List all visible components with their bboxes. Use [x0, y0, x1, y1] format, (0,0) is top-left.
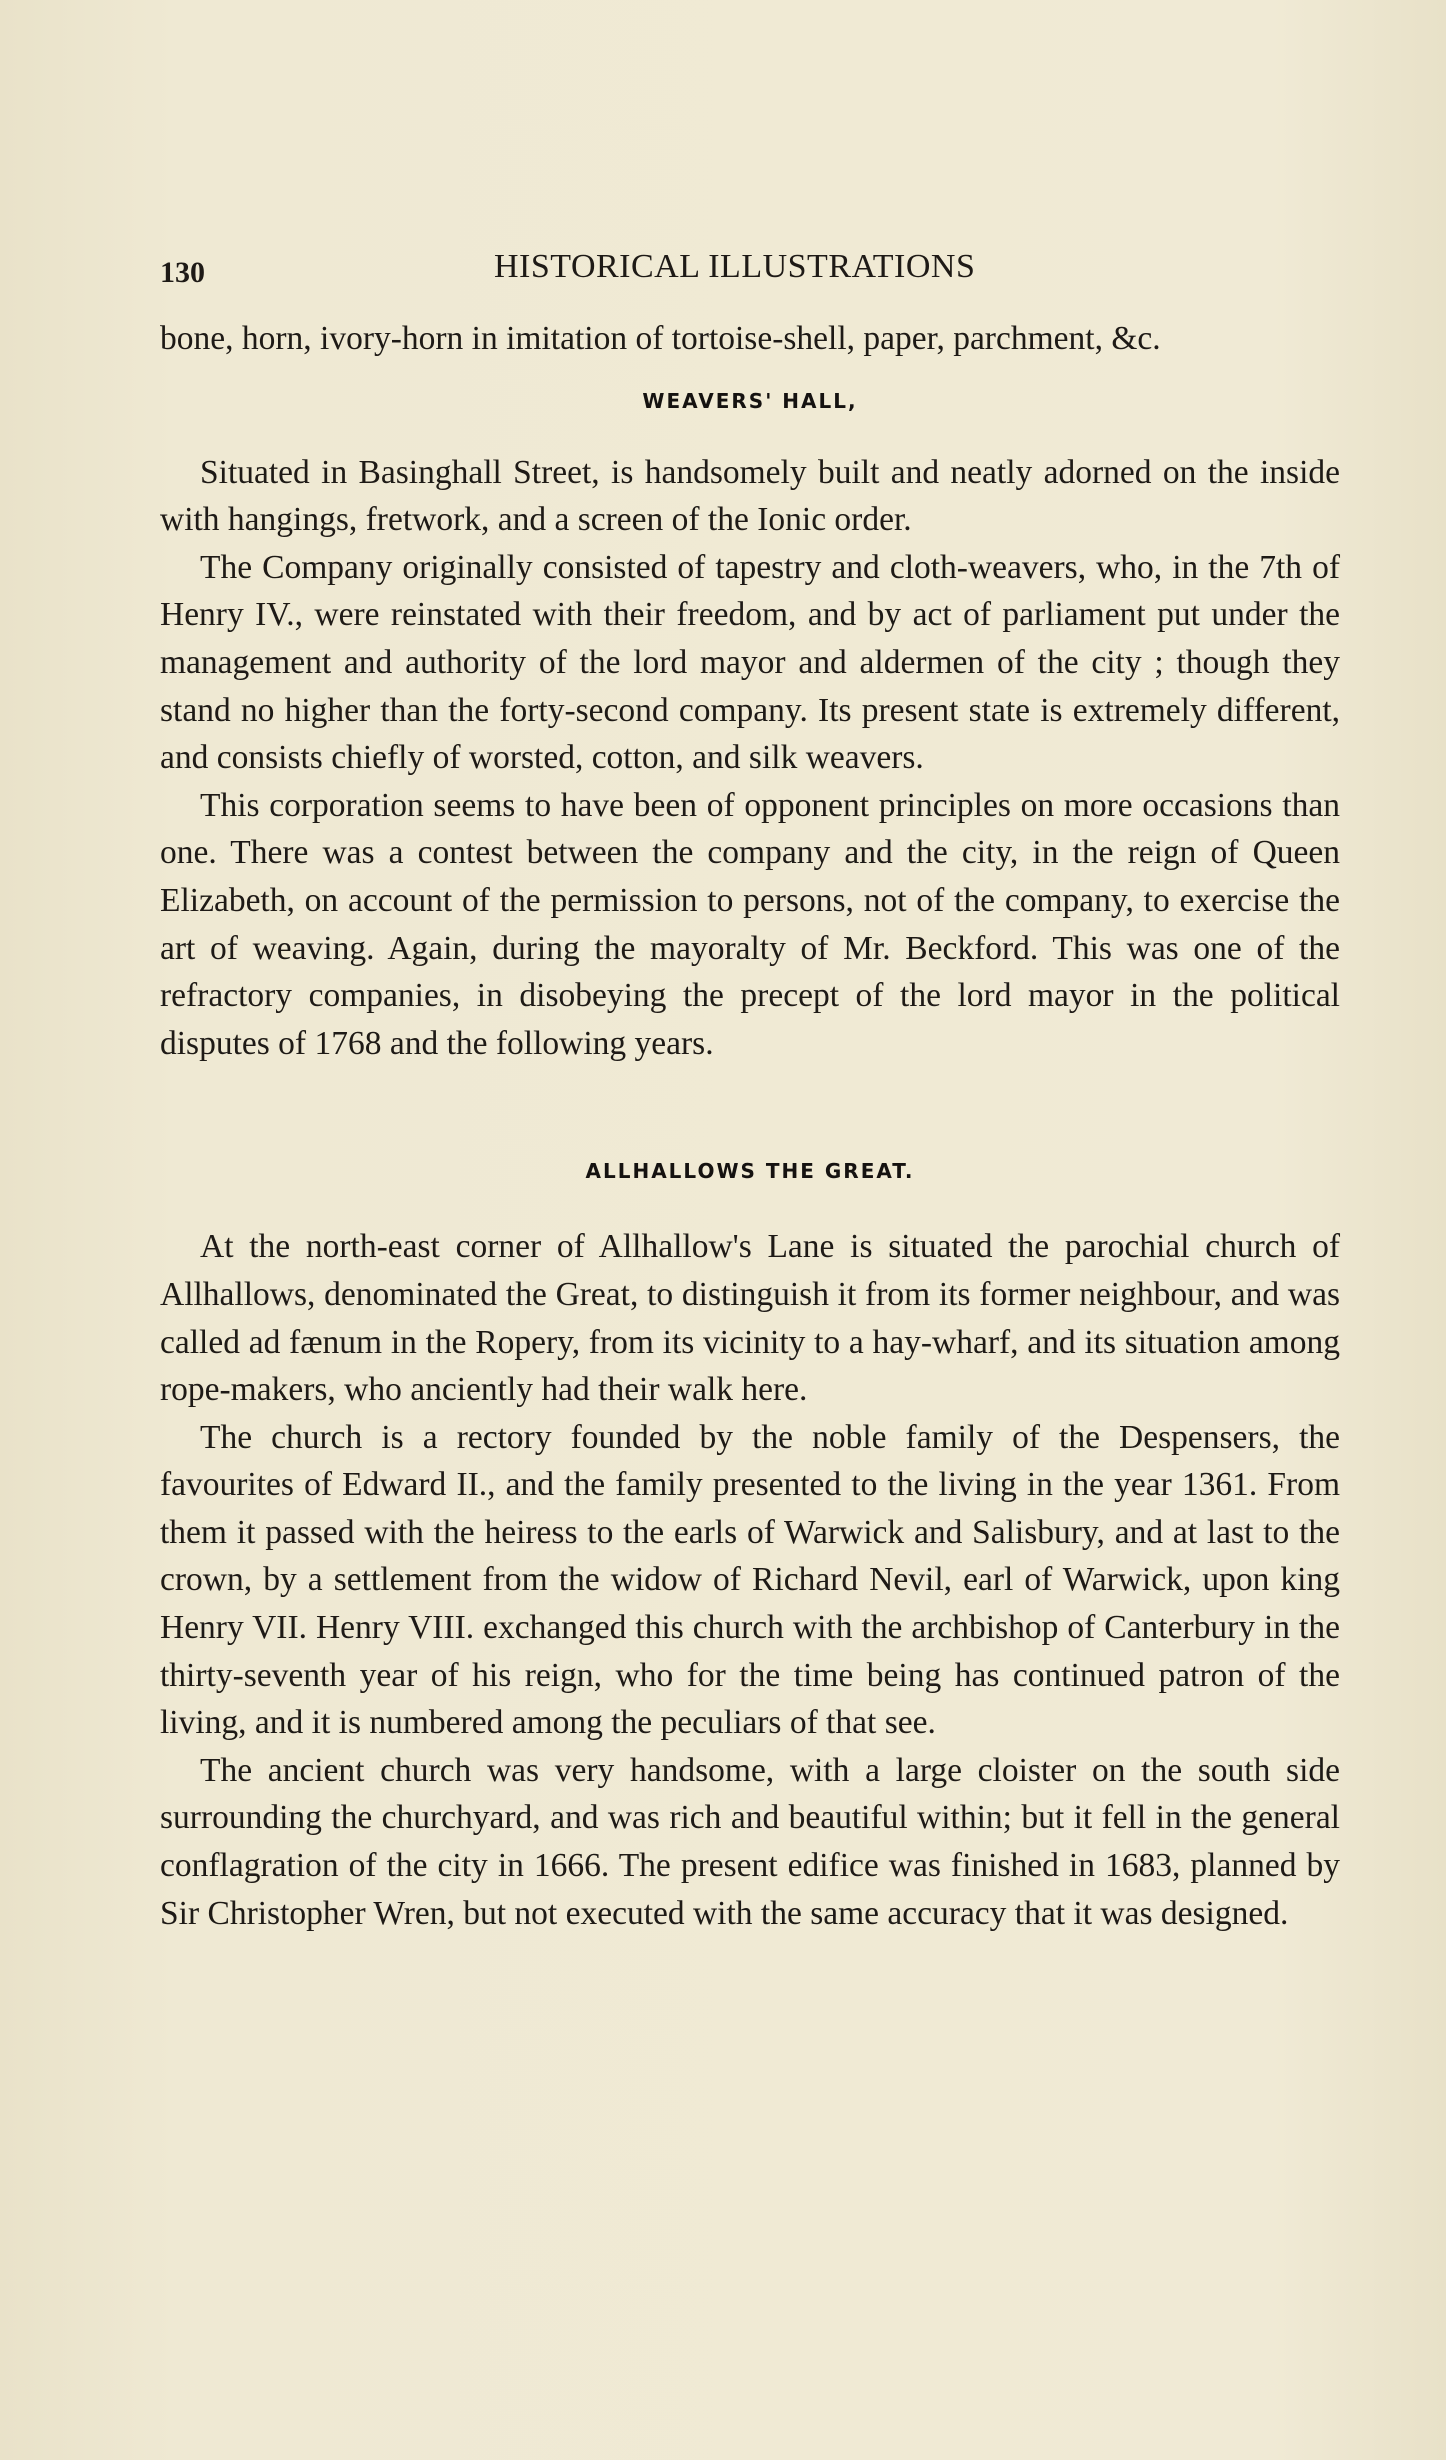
page-number: 130	[160, 256, 205, 289]
continued-paragraph: bone, horn, ivory-horn in imitation of tortoise-shell, paper, parchment, &c.	[160, 320, 1161, 357]
paragraph: The church is a rectory founded by the noble family of the Despensers, the favourites of Edward II., and the family presented to the living in the year 1361. From them it passed with the heiress to the earls of Warwick and Salisbury, and at last to the crown, by a settlement from the widow of Richard Nevil, earl of Warwick, upon king Henry VII. Henry VIII. exchanged this church with the archbishop of Canterbury in the thirty-seventh year of his reign, who for the time being has continued patron of the living, and it is numbered among the peculiars of that see.	[160, 1418, 1340, 1742]
paragraph: The ancient church was very handsome, with a large cloister on the south side surrounding the churchyard, and was rich and beautiful within; but it fell in the general conflagration of the city in 1666. The present edifice was finished in 1683, planned by Sir Christopher Wren, but not executed with the same accuracy that it was designed.	[160, 1751, 1340, 1932]
paragraph: At the north-east corner of Allhallow's Lane is situated the parochial church of Allhallows, denominated the Great, to distinguish it from its former neighbour, and was called ad fænum in the Ropery, from its vicinity to a hay-wharf, and its situation among rope-makers, who anciently had their walk here.	[160, 1228, 1340, 1409]
running-head	[160, 248, 1340, 298]
section-heading-weavers-hall: WEAVERS' HALL,	[642, 388, 858, 413]
paragraph: Situated in Basinghall Street, is handsomely built and neatly adorned on the inside with hangings, fretwork, and a screen of the Ionic order.	[160, 453, 1340, 539]
section-heading-allhallows-the-great: ALLHALLOWS THE GREAT.	[585, 1159, 915, 1184]
running-title: HISTORICAL ILLUSTRATIONS	[494, 248, 976, 285]
paragraph: The Company originally consisted of tapestry and cloth-weavers, who, in the 7th of Henry IV., were reinstated with their freedom, and by act of parliament put under the management and authority of the lord mayor and aldermen of the city ; though they stand no higher than the forty-second company. Its present state is extremely different, and consists chiefly of worsted, cotton, and silk weavers.	[160, 548, 1340, 777]
body-text	[160, 315, 1340, 1937]
paragraph: This corporation seems to have been of opponent principles on more occasions than one. There was a contest between the company and the city, in the reign of Queen Elizabeth, on account of the permission to persons, not of the company, to exercise the art of weaving. Again, during the mayoralty of Mr. Beckford. This was one of the refractory companies, in disobeying the precept of the lord mayor in the political disputes of 1768 and the following years.	[160, 786, 1340, 1062]
